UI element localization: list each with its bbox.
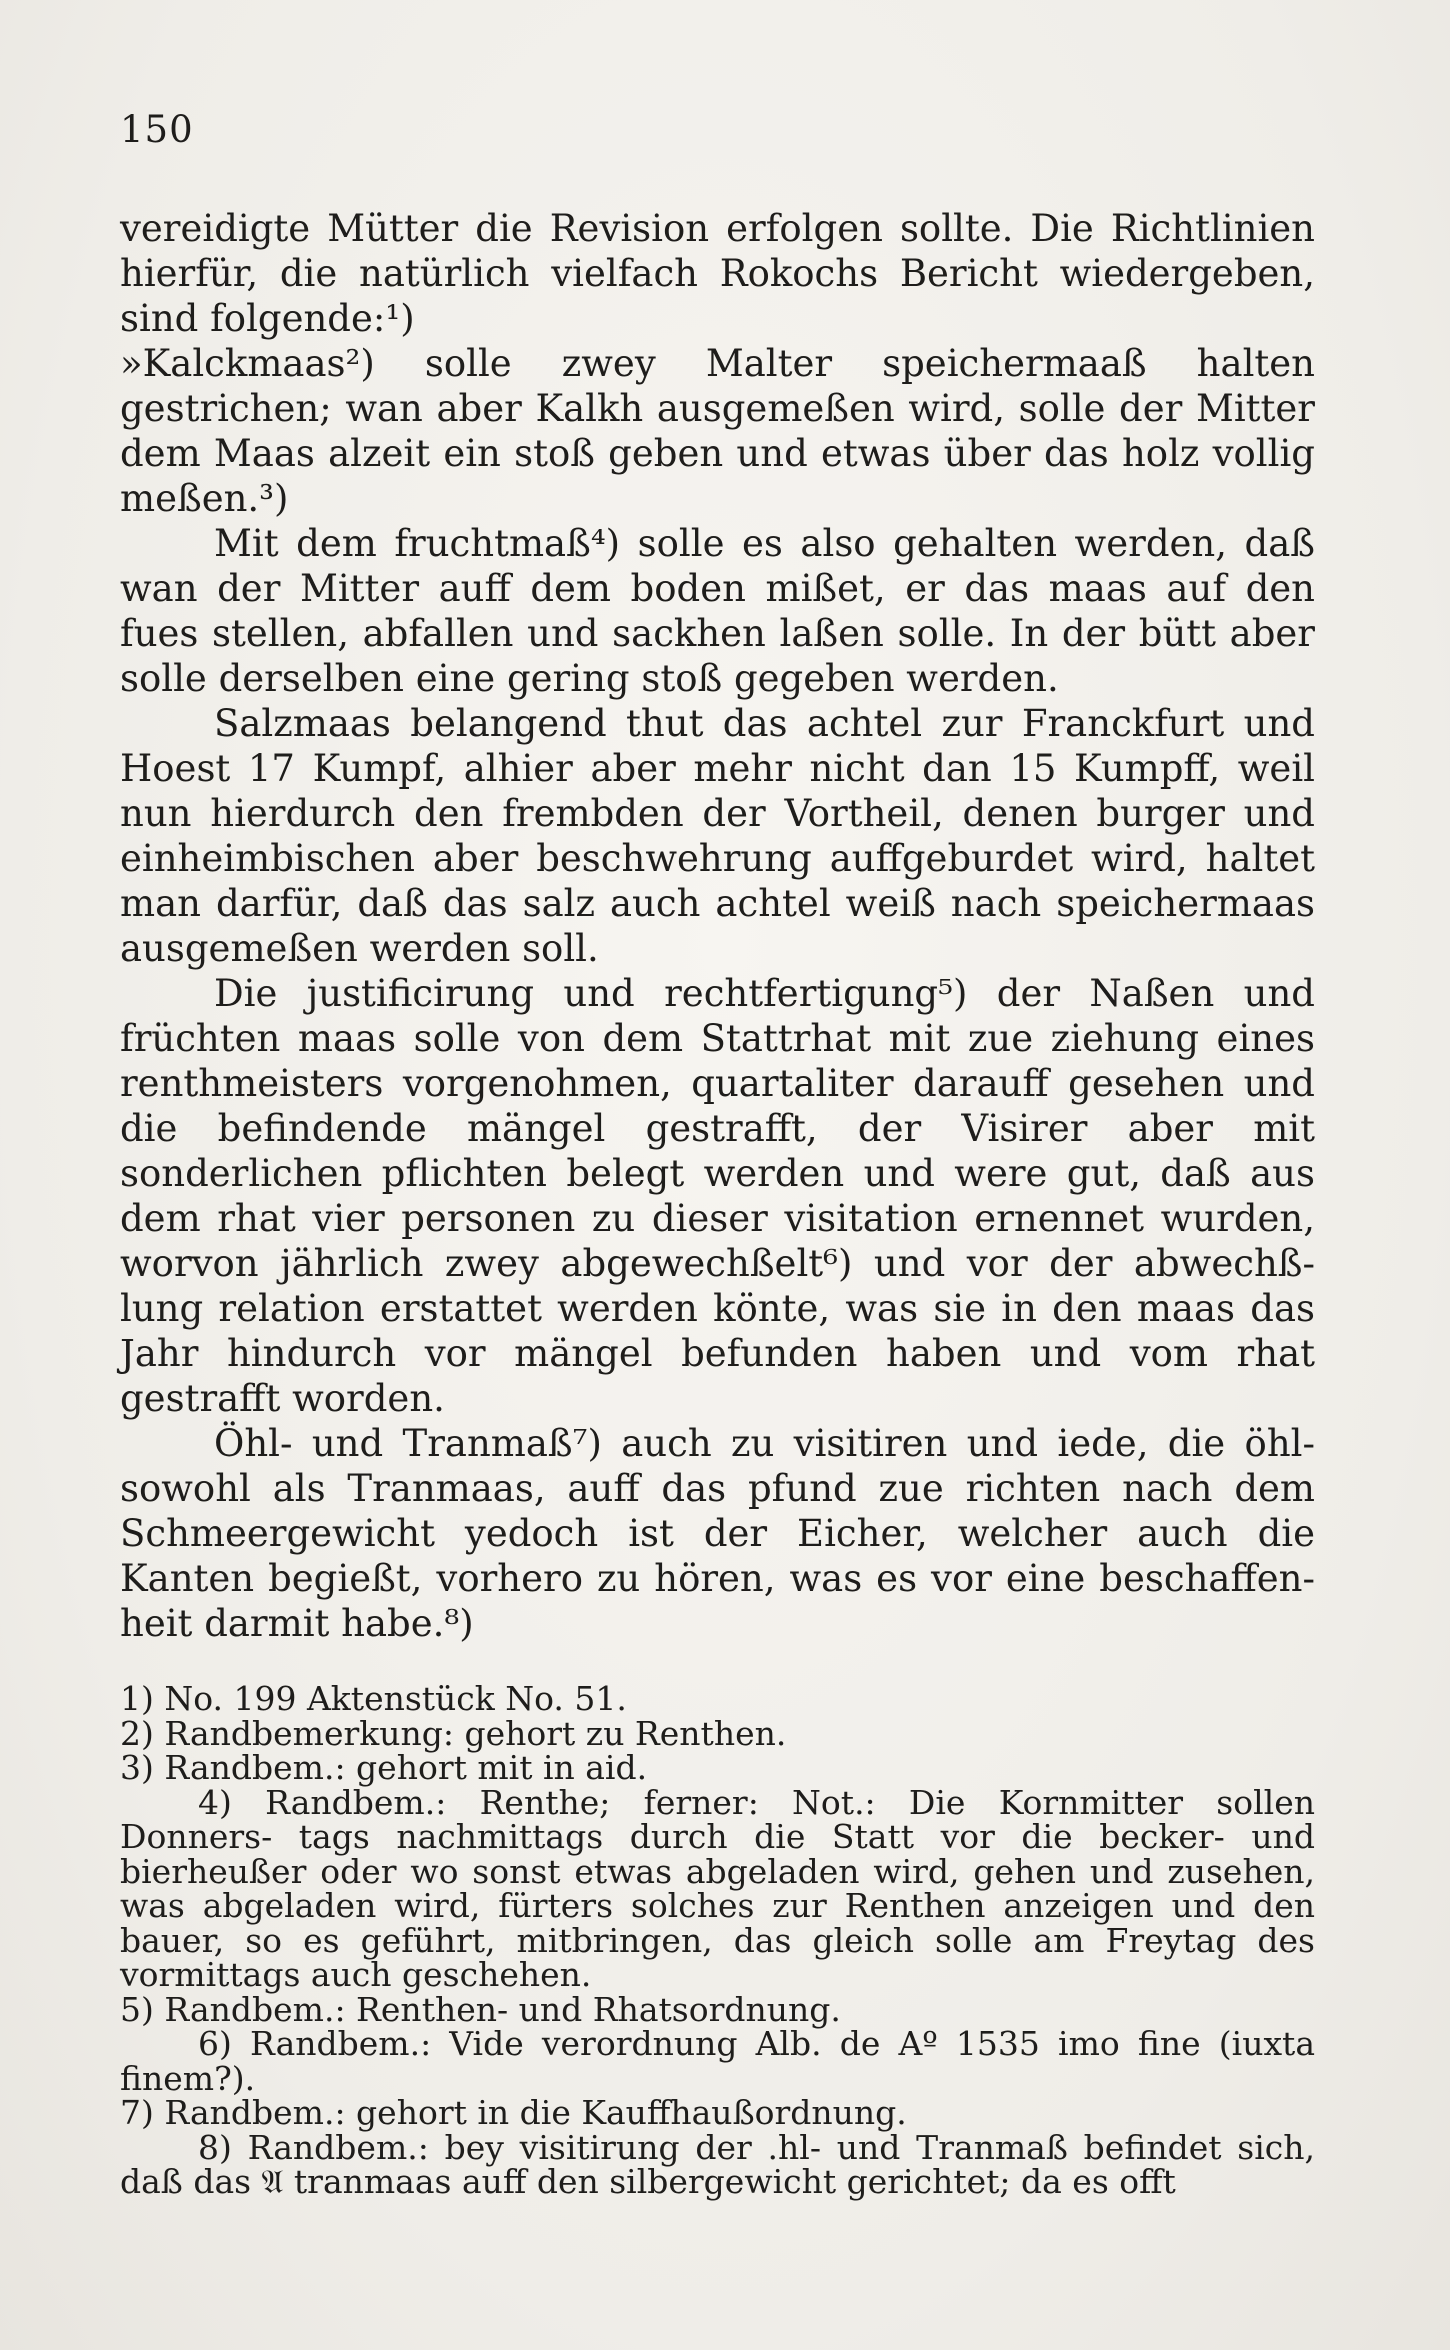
paragraph-3: Mit dem fruchtmaß⁴) solle es also gehalten werden, daß wan der Mitter auff dem boden mißet, er das maas auf den fues stellen, abfallen und sackhen laßen solle. In der bütt aber solle derselben eine gering stoß gegeben werden.	[120, 522, 1315, 700]
footnote-7: 7) Randbem.: gehort in die Kauffhaußordnung.	[120, 2093, 907, 2132]
footnote-6: 6) Randbem.: Vide verordnung Alb. de Aº 1535 imo fine (iuxta finem?).	[120, 2024, 1315, 2098]
footnote-1: 1) No. 199 Aktenstück No. 51.	[120, 1679, 627, 1718]
body-text	[120, 206, 1315, 1646]
paragraph-6: Öhl- und Tranmaß⁷) auch zu visitiren und iede, die öhl- sowohl als Tranmaas, auff das pfund zue richten nach dem Schmeergewicht yedoch ist der Eicher, welcher auch die Kanten begießt, vorhero zu hören, was es vor eine beschaffen- heit darmit habe.⁸)	[120, 1422, 1315, 1645]
footnote-3: 3) Randbem.: gehort mit in aid.	[120, 1748, 648, 1787]
footnote-2: 2) Randbemerkung: gehort zu Renthen.	[120, 1713, 787, 1753]
paragraph-1: vereidigte Mütter die Revision erfolgen sollte. Die Richtlinien hierfür, die natürlich vielfach Rokochs Bericht wiedergeben, sind folgende:¹)	[120, 207, 1315, 340]
footnote-8: 8) Randbem.: bey visitirung der .hl- und Tranmaß befindet sich, daß das 𝔄 tranmaas auff den silbergewicht gerichtet; da es offt	[120, 2127, 1315, 2201]
footnote-4: 4) Randbem.: Renthe; ferner: Not.: Die Kornmitter sollen Donners- tags nachmittags durch die Statt vor die becker- und bierheußer oder wo sonst etwas abgeladen wird, gehen und zusehen, was abgeladen wird, fürters solches zur Renthen anzeigen und den bauer, so es geführt, mitbringen, das gleich solle am Freytag des vormittags auch geschehen.	[120, 1782, 1315, 1994]
paragraph-2: »Kalckmaas²) solle zwey Malter speichermaaß halten gestrichen; wan aber Kalkh ausgemeßen wird, solle der Mitter dem Maas alzeit ein stoß geben und etwas über das holz vollig meßen.³)	[120, 342, 1315, 520]
paragraph-5: Die justificirung und rechtfertigung⁵) der Naßen und früchten maas solle von dem Stattrhat mit zue ziehung eines renthmeisters vorgenohmen, quartaliter darauff gesehen und die befindende mängel gestrafft, der Visirer aber mit sonderlichen pflichten belegt werden und were gut, daß aus dem rhat vier personen zu dieser visitation ernennet wurden, worvon jährlich zwey abgewechßelt⁶) und vor der abwechß- lung relation erstattet werden könte, was sie in den maas das Jahr hindurch vor mängel befunden haben und vom rhat gestrafft worden.	[120, 972, 1315, 1420]
footnotes	[120, 1679, 1315, 2201]
footnote-5: 5) Randbem.: Renthen- und Rhatsordnung.	[120, 1989, 841, 2029]
page-number: 150	[120, 108, 194, 151]
paragraph-4: Salzmaas belangend thut das achtel zur Franckfurt und Hoest 17 Kumpf, alhier aber mehr nicht dan 15 Kumpff, weil nun hierdurch den frembden der Vortheil, denen burger und einheimbischen aber beschwehrung auffgeburdet wird, haltet man darfür, daß das salz auch achtel weiß nach speichermaas ausgemeßen werden soll.	[120, 702, 1315, 970]
